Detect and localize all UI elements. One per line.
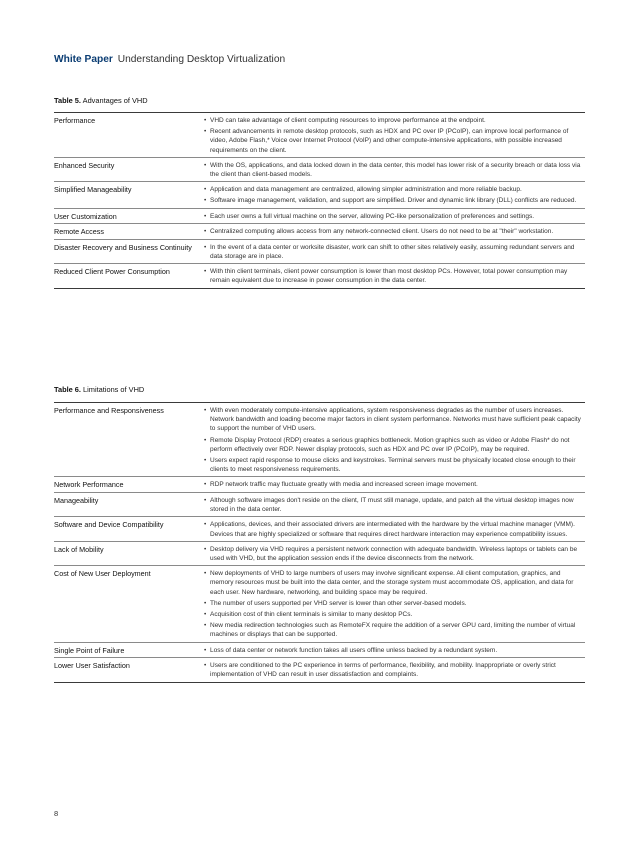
- list-item: [204, 569, 585, 597]
- row-label: User Customization: [54, 211, 117, 221]
- item-text: Software image management, validation, and support are simplified. Driver and dynamic link library (DLL) conflicts are reduced.: [210, 197, 577, 205]
- bullet-icon: •: [204, 128, 207, 136]
- list-item: [204, 496, 585, 514]
- item-text: Loss of data center or network function takes all users offline unless backed by a redundant system.: [210, 646, 498, 654]
- row-items: [204, 480, 585, 490]
- row-items: [204, 185, 585, 205]
- row-items: [204, 406, 585, 474]
- bullet-icon: •: [204, 497, 207, 505]
- row-label: Enhanced Security: [54, 160, 115, 170]
- table-row: [54, 493, 585, 517]
- bullet-icon: •: [204, 646, 207, 654]
- bullet-icon: •: [204, 407, 207, 414]
- list-item: [204, 646, 585, 655]
- item-text: Desktop delivery via VHD requires a persistent network connection with adequate bandwidth. Wireless laptops or tablets can be used with VHD, but the application session ends if the device disconnects from the network.: [210, 545, 578, 563]
- row-items: [204, 243, 585, 261]
- bullet-icon: •: [204, 662, 207, 670]
- list-item: [204, 212, 585, 221]
- bullet-icon: •: [204, 481, 207, 489]
- table5-caption: Advantages of VHD: [82, 96, 148, 105]
- row-label: Single Point of Failure: [54, 645, 125, 655]
- table6-limitations: [54, 402, 585, 683]
- page-number: 8: [54, 809, 59, 818]
- item-text: With the OS, applications, and data locked down in the data center, this model has lower risk of a security breach or data loss via the client than client-based models.: [210, 161, 581, 179]
- row-items: [204, 227, 585, 237]
- list-item: [204, 661, 585, 679]
- bullet-icon: •: [204, 622, 207, 630]
- row-label: Simplified Manageability: [54, 185, 132, 195]
- list-item: [204, 196, 585, 205]
- table6-title: [54, 385, 144, 394]
- list-item: [204, 610, 585, 619]
- table-row: [54, 240, 585, 264]
- bullet-icon: •: [204, 243, 207, 251]
- row-label: Cost of New User Deployment: [54, 569, 151, 579]
- row-items: [204, 116, 585, 155]
- page-header: [54, 54, 285, 65]
- table-row: [54, 224, 585, 240]
- row-label: Remote Access: [54, 227, 104, 237]
- table-row: [54, 158, 585, 182]
- item-text: With even moderately compute-intensive applications, system responsiveness degrades as the number of users increases. Network bandwidth and loading become major factors in client system performance. Networks must have sufficient peak capacity to support the number of VHD users.: [210, 407, 581, 433]
- header-subtitle: Understanding Desktop Virtualization: [117, 54, 286, 65]
- table-row: [54, 643, 585, 659]
- item-text: Centralized computing allows access from any network-connected client. Users do not need to be at "their" workstation.: [210, 228, 554, 236]
- list-item: [204, 545, 585, 563]
- item-text: New deployments of VHD to large numbers of users may involve significant expense. All client computation, graphics, and memory resources must be built into the data center, and the storage system must accommodate OS, application, and data for each user. New hardware, networking, and building space may be required.: [210, 570, 574, 596]
- bullet-icon: •: [204, 521, 207, 529]
- row-label: Lack of Mobility: [54, 544, 104, 554]
- item-text: With thin client terminals, client power consumption is lower than most desktop PCs. However, total power consumption may remain equivalent due to increase in power consumption in the data center.: [210, 268, 568, 285]
- item-text: VHD can take advantage of client computing resources to improve performance at the endpoint.: [210, 117, 486, 124]
- row-label: Manageability: [54, 496, 99, 506]
- bullet-icon: •: [204, 457, 207, 465]
- table-row: [54, 403, 585, 477]
- list-item: [204, 436, 585, 454]
- row-items: [204, 569, 585, 639]
- list-item: [204, 243, 585, 261]
- list-item: [204, 599, 585, 608]
- table-row: [54, 113, 585, 158]
- row-label: Software and Device Compatibility: [54, 520, 164, 530]
- row-label: Disaster Recovery and Business Continuity: [54, 242, 192, 252]
- item-text: Users expect rapid response to mouse clicks and keystrokes. Terminal servers must be physically located close enough to their clients to meet responsiveness requirements.: [210, 457, 576, 474]
- list-item: [204, 267, 585, 285]
- item-text: Although software images don't reside on the client, IT must still manage, update, and patch all the virtual desktop images now stored in the data center.: [210, 497, 574, 514]
- item-text: Each user owns a full virtual machine on the server, allowing PC-like personalization of preferences and settings.: [210, 212, 535, 220]
- list-item: [204, 406, 585, 434]
- table6-caption: Limitations of VHD: [83, 385, 145, 394]
- item-text: In the event of a data center or worksite disaster, work can shift to other sites relatively easily, assuming redundant servers and data storage are in place.: [210, 243, 575, 261]
- row-label: Performance and Responsiveness: [54, 406, 164, 415]
- list-item: [204, 185, 585, 194]
- list-item: [204, 480, 585, 489]
- bullet-icon: •: [204, 611, 207, 619]
- row-label: Lower User Satisfaction: [54, 661, 130, 671]
- list-item: [204, 127, 585, 155]
- item-text: Application and data management are centralized, allowing simpler administration and more reliable backup.: [210, 186, 522, 194]
- item-text: The number of users supported per VHD server is lower than other server-based models.: [210, 599, 467, 607]
- table5-number: Table 5.: [54, 96, 81, 105]
- bullet-icon: •: [204, 117, 207, 124]
- table-row: [54, 209, 585, 225]
- bullet-icon: •: [204, 436, 207, 444]
- item-text: Users are conditioned to the PC experience in terms of performance, flexibility, and mobility. Inappropriate or overly strict implementation of VHD can result in user dissatisfaction and complaints.: [210, 662, 556, 679]
- row-items: [204, 646, 585, 656]
- item-text: Acquisition cost of thin client terminals is similar to many desktop PCs.: [210, 611, 413, 619]
- row-items: [204, 520, 585, 538]
- bullet-icon: •: [204, 197, 207, 205]
- header-brand: White Paper: [54, 54, 113, 65]
- row-items: [204, 161, 585, 179]
- row-items: [204, 661, 585, 679]
- row-items: [204, 545, 585, 563]
- bullet-icon: •: [204, 228, 207, 236]
- bullet-icon: •: [204, 570, 207, 578]
- bullet-icon: •: [204, 186, 207, 194]
- table-row: [54, 566, 585, 642]
- bullet-icon: •: [204, 161, 207, 169]
- item-text: Recent advancements in remote desktop protocols, such as HDX and PC over IP (PCoIP), can improve local performance of video, Adobe Flash,* Voice over Internet Protocol (VoIP) and other compute-intensive applications, with possible increased requirements on the client.: [210, 128, 569, 154]
- bullet-icon: •: [204, 268, 207, 276]
- row-label: Network Performance: [54, 480, 124, 490]
- table5-title: [54, 96, 148, 105]
- item-text: Remote Display Protocol (RDP) creates a serious graphics bottleneck. Motion graphics such as video or Adobe Flash* do not perform effectively over RDP. Newer display protocols, such as HDX and PC over IP (PCoIP), may be required.: [210, 436, 570, 453]
- table-row: [54, 477, 585, 493]
- table-row: [54, 658, 585, 682]
- item-text: Applications, devices, and their associated drivers are intermediated with the hardware by the virtual machine manager (VMM). Devices that are highly specialized or software that requires direct hardware interaction may experience compatibility issues.: [210, 521, 575, 538]
- table-row: [54, 182, 585, 208]
- row-items: [204, 267, 585, 285]
- row-label: Performance: [54, 116, 96, 125]
- bullet-icon: •: [204, 545, 207, 553]
- list-item: [204, 456, 585, 474]
- list-item: [204, 227, 585, 236]
- table5-advantages: [54, 112, 585, 289]
- table6-number: Table 6.: [54, 385, 81, 394]
- row-items: [204, 496, 585, 514]
- list-item: [204, 520, 585, 538]
- row-label: Reduced Client Power Consumption: [54, 267, 170, 277]
- item-text: New media redirection technologies such as RemoteFX require the addition of a server GPU card, limiting the number of virtual machines or displays that can be supported.: [210, 622, 576, 639]
- row-items: [204, 212, 585, 222]
- list-item: [204, 116, 585, 125]
- list-item: [204, 161, 585, 179]
- table-row: [54, 517, 585, 541]
- table-row: [54, 542, 585, 566]
- list-item: [204, 621, 585, 639]
- table-row: [54, 264, 585, 288]
- bullet-icon: •: [204, 212, 207, 220]
- bullet-icon: •: [204, 599, 207, 607]
- item-text: RDP network traffic may fluctuate greatly with media and increased screen image movement.: [210, 481, 478, 489]
